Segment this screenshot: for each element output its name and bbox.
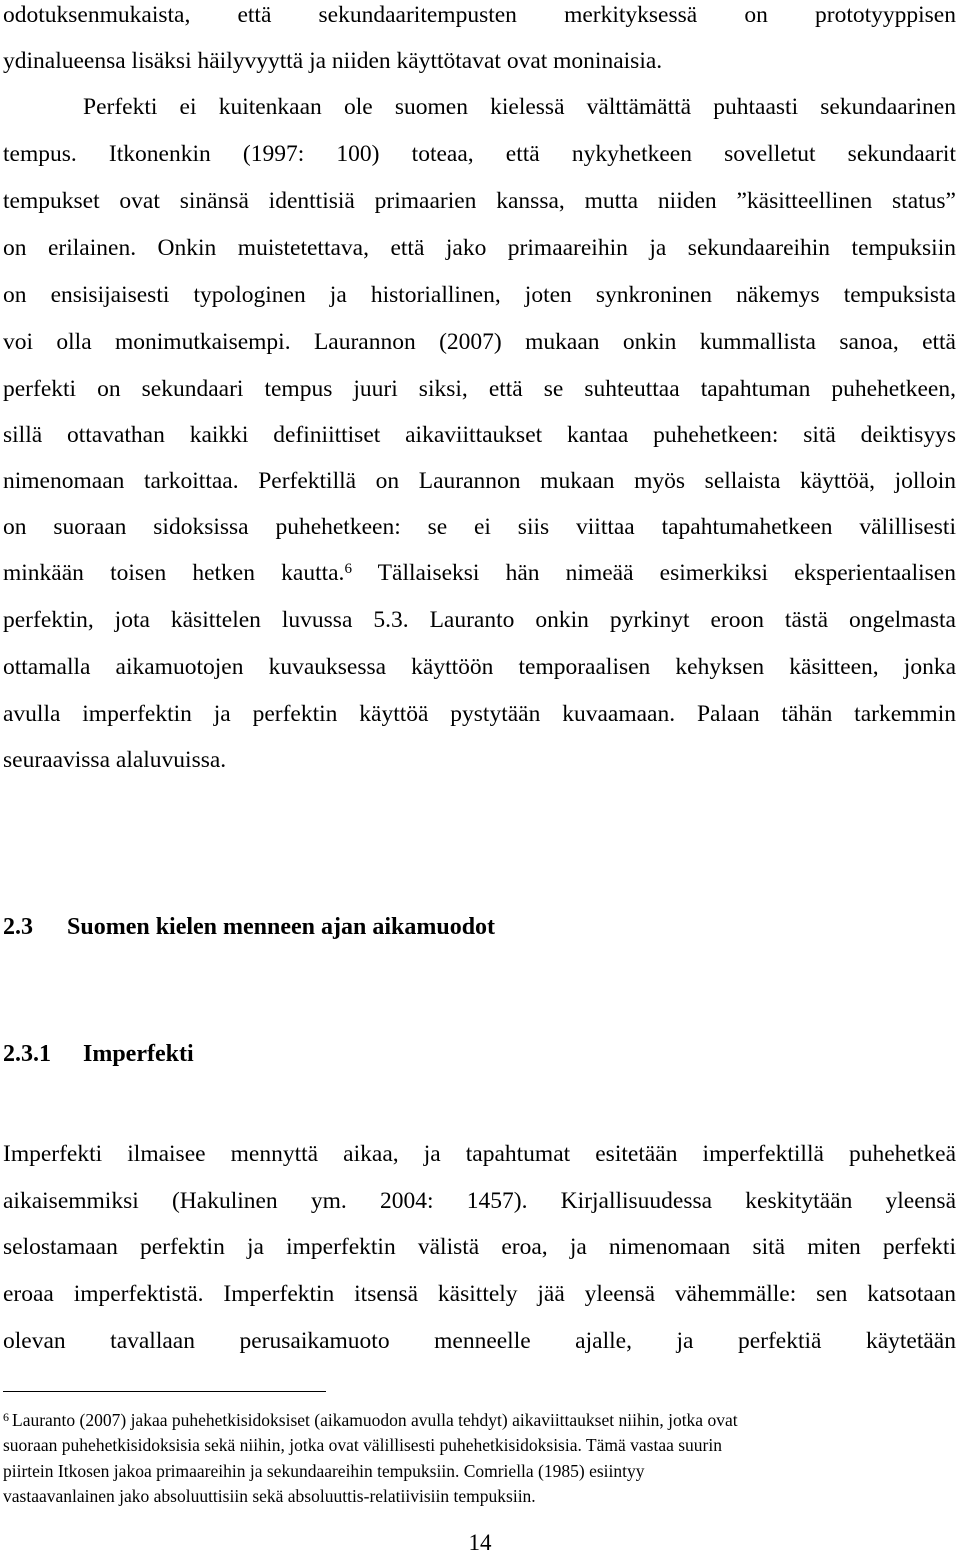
paragraph-line: tempukset ovat sinänsä identtisiä primaarien kanssa, mutta niiden ”käsitteellinen status” <box>3 188 956 214</box>
paragraph-line: perfekti on sekundaari tempus juuri siksi, että se suhteuttaa tapahtuman puhehetkeen, <box>3 376 956 402</box>
section-heading <box>3 912 495 942</box>
text-span: Tällaiseksi hän nimeää esimerkiksi eksperientaalisen <box>351 560 956 586</box>
paragraph-line-with-footnote-ref <box>3 558 956 588</box>
paragraph-line: on suoraan sidoksissa puhehetkeen: se ei siis viittaa tapahtumahetkeen välillisesti <box>3 514 956 540</box>
subsection-number: 2.3.1 <box>3 1041 51 1067</box>
paragraph-line: nimenomaan tarkoittaa. Perfektillä on Laurannon mukaan myös sellaista käyttöä, jolloin <box>3 468 956 494</box>
footnote-separator <box>3 1391 326 1392</box>
paragraph-line: aikaisemmiksi (Hakulinen ym. 2004: 1457). Kirjallisuudessa keskitytään yleensä <box>3 1188 956 1214</box>
page-number: 14 <box>468 1530 492 1555</box>
paragraph-line-indented: Perfekti ei kuitenkaan ole suomen kielessä välttämättä puhtaasti sekundaarinen <box>83 94 956 120</box>
paragraph-line: voi olla monimutkaisempi. Laurannon (2007) mukaan onkin kummallista sanoa, että <box>3 329 956 355</box>
paragraph-line: Imperfekti ilmaisee mennyttä aikaa, ja tapahtumat esitetään imperfektillä puhehetkeä <box>3 1141 956 1167</box>
section-number: 2.3 <box>3 914 33 940</box>
subsection-heading <box>3 1039 194 1069</box>
paragraph-line: odotuksenmukaista, että sekundaaritempusten merkityksessä on prototyyppisen <box>3 2 956 28</box>
footnote-line <box>3 1408 950 1432</box>
footnote-line: vastaavanlainen jako absoluuttisiin sekä absoluuttis-relatiivisiin tempuksiin. <box>3 1486 536 1506</box>
footnote-reference[interactable]: 6 <box>344 561 352 577</box>
footnote-line: piirtein Itkosen jakoa primaareihin ja sekundaareihin tempuksiin. Comriella (1985) esiintyy <box>3 1461 645 1481</box>
footnote-line: suoraan puhehetkisidoksisia sekä niihin, jotka ovat välillisesti puhehetkisidoksisia. Tämä vastaa suurin <box>3 1435 722 1455</box>
paragraph-line: eroaa imperfektistä. Imperfektin itsensä käsittely jää yleensä vähemmälle: sen katsotaan <box>3 1281 956 1307</box>
paragraph-line: avulla imperfektin ja perfektin käyttöä pystytään kuvaamaan. Palaan tähän tarkemmin <box>3 701 956 727</box>
footnote-marker: 6 <box>3 1410 9 1424</box>
paragraph-line: selostamaan perfektin ja imperfektin välistä eroa, ja nimenomaan sitä miten perfekti <box>3 1234 956 1260</box>
paragraph-line: sillä ottavathan kaikki definiittiset aikaviittaukset kantaa puhehetkeen: sitä deiktisyys <box>3 422 956 448</box>
footnote-text: Lauranto (2007) jakaa puhehetkisidoksiset (aikamuodon avulla tehdyt) aikaviittaukset niihin, jotka ovat <box>12 1410 738 1430</box>
paragraph-line: perfektin, jota käsittelen luvussa 5.3. Lauranto onkin pyrkinyt eroon tästä ongelmasta <box>3 607 956 633</box>
paragraph-line: ottamalla aikamuotojen kuvauksessa käyttöön temporaalisen kehyksen käsitteen, jonka <box>3 654 956 680</box>
paragraph-line: tempus. Itkonenkin (1997: 100) toteaa, että nykyhetkeen sovelletut sekundaarit <box>3 141 956 167</box>
text-span: minkään toisen hetken kautta. <box>3 560 345 586</box>
paragraph-line: seuraavissa alaluvuissa. <box>3 747 227 773</box>
paragraph-line: ydinalueensa lisäksi häilyvyyttä ja niiden käyttötavat ovat moninaisia. <box>3 48 663 74</box>
section-title: Suomen kielen menneen ajan aikamuodot <box>67 914 496 940</box>
paragraph-line: olevan tavallaan perusaikamuoto menneelle ajalle, ja perfektiä käytetään <box>3 1328 956 1354</box>
subsection-title: Imperfekti <box>83 1041 194 1067</box>
paragraph-line: on erilainen. Onkin muistetettava, että jako primaareihin ja sekundaareihin tempuksiin <box>3 235 956 261</box>
paragraph-line: on ensisijaisesti typologinen ja historiallinen, joten synkroninen näkemys tempuksista <box>3 282 956 308</box>
